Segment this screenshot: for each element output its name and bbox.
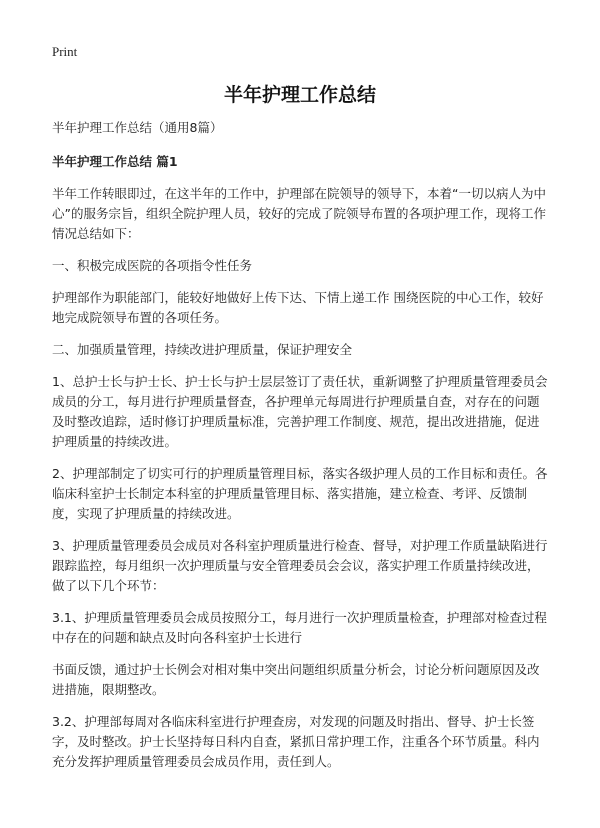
document-subtitle: 半年护理工作总结（通用8篇） [52,120,223,135]
paragraph: 1、总护士长与护士长、护士长与护士层层签订了责任状，重新调整了护理质量管理委员会成员的分工，每月进行护理质量督查，各护理单元每周进行护理质量自查，对存在的问题及时整改追踪，适时修订护理质量标准，完善护理工作制度、规范，提出改进措施，促进护理质量的持续改进。 [52,374,548,449]
paragraph: 2、护理部制定了切实可行的护理质量管理目标，落实各级护理人员的工作目标和责任。各临床科室护士长制定本科室的护理质量管理目标、落实措施，建立检查、考评、反馈制度，实现了护理质量的持续改进。 [52,466,548,521]
page-title: 半年护理工作总结 [223,84,376,106]
paragraph-heading-1: 一、积极完成医院的各项指令性任务 [52,258,253,273]
section-heading: 半年护理工作总结 篇1 [52,154,178,169]
paragraph-intro: 半年工作转眼即过，在这半年的工作中，护理部在院领导的领导下，本着“一切以病人为中心”的服务宗旨，组织全院护理人员，较好的完成了院领导布置的各项护理工作，现将工作情况总结如下： [52,186,546,241]
paragraph: 3.2、护理部每周对各临床科室进行护理查房，对发现的问题及时指出、督导、护士长签字，及时整改。护士长坚持每日科内自查，紧抓日常护理工作，注重各个环节质量。科内充分发挥护理质量管理委员会成员作用，责任到人。 [52,714,540,769]
paragraph: 3.1、护理质量管理委员会成员按照分工，每月进行一次护理质量检查，护理部对检查过程中存在的问题和缺点及时向各科室护士长进行 [52,610,547,645]
paragraph: 3、护理质量管理委员会成员对各科室护理质量进行检查、督导，对护理工作质量缺陷进行跟踪监控，每月组织一次护理质量与安全管理委员会会议，落实护理工作质量持续改进，做了以下几个环节： [52,538,548,593]
paragraph: 护理部作为职能部门，能较好地做好上传下达、下情上递工作 围绕医院的中心工作，较好地完成院领导布置的各项任务。 [52,290,544,325]
paragraph: 书面反馈，通过护士长例会对相对集中突出问题组织质量分析会，讨论分析问题原因及改进措施，限期整改。 [52,662,540,697]
paragraph-heading-2: 二、加强质量管理，持续改进护理质量，保证护理安全 [52,342,353,357]
print-link[interactable]: Print [52,44,78,59]
document-body [52,118,550,784]
